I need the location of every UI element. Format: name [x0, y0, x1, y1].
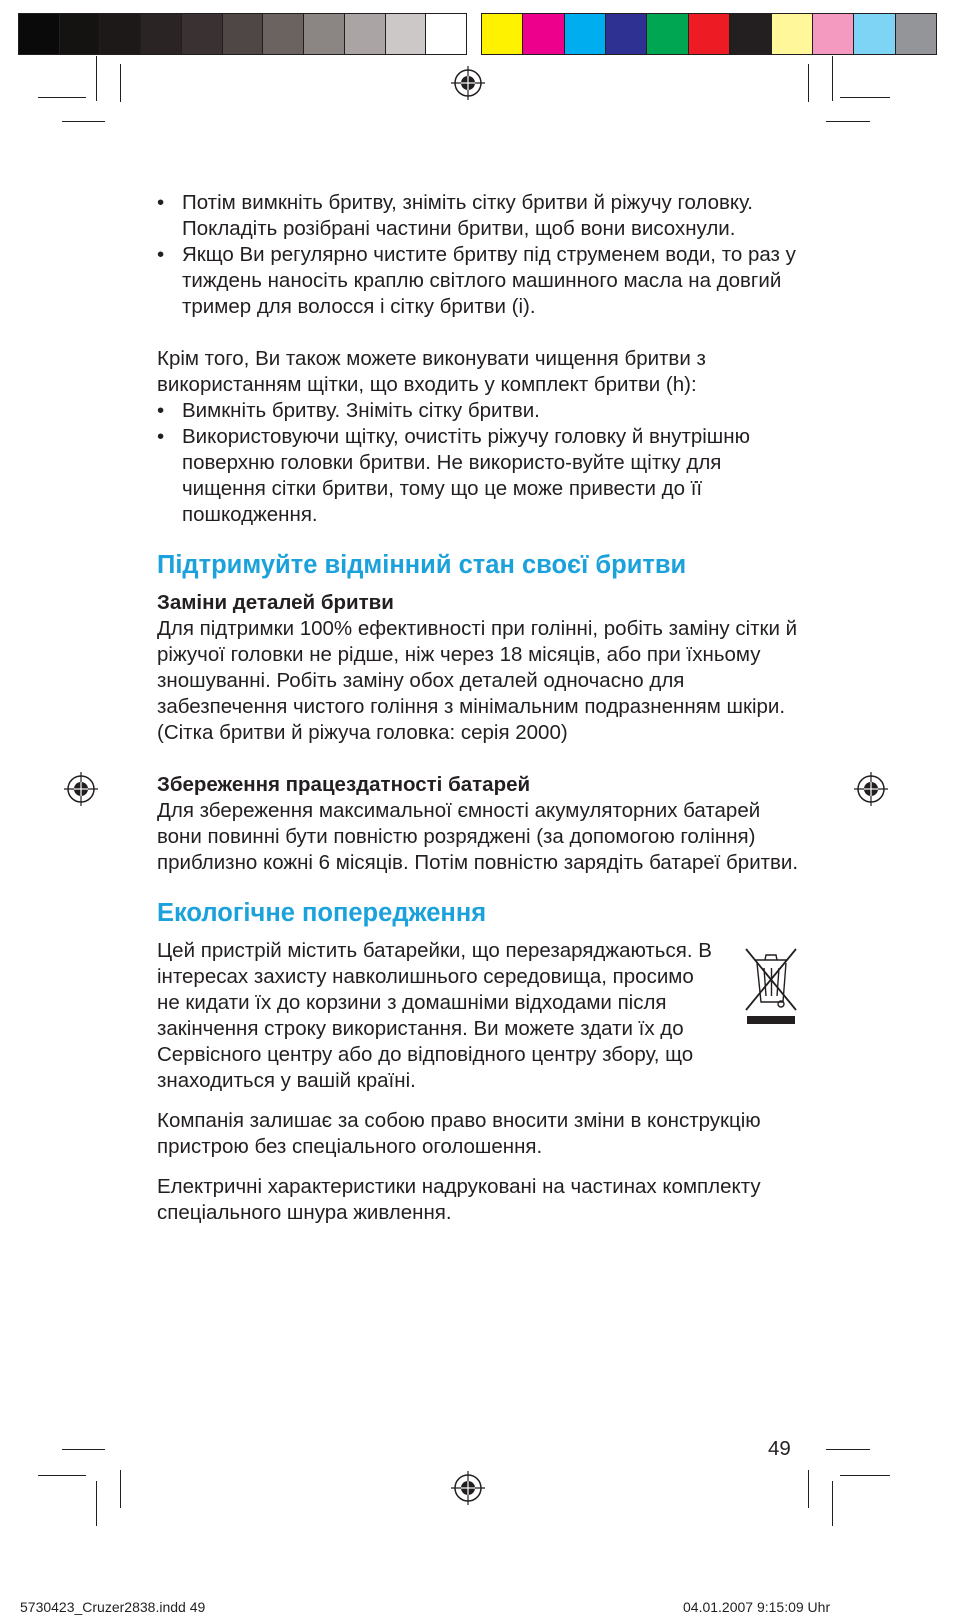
registration-mark-icon	[450, 65, 486, 101]
crop-mark	[96, 1481, 97, 1526]
page-number: 49	[768, 1437, 791, 1460]
color-swatch	[60, 14, 101, 54]
crop-mark	[38, 97, 86, 98]
list-item: • Використовуючи щітку, очистіть ріжучу головку й внутрішню поверхню головки бритви. Не використо-вуйте щітку для чищення сітки бритви, тому що це може привести до її пошкодження.	[157, 424, 807, 528]
environment-block	[157, 938, 807, 1094]
crop-mark	[832, 1481, 833, 1526]
crop-mark	[808, 1470, 809, 1508]
crop-mark	[826, 121, 870, 122]
registration-mark-icon	[853, 771, 889, 807]
battery-paragraph: Для збереження максимальної ємності акумуляторних батарей вони повинні бути повністю розряджені (за допомогою гоління) приблизно кожні 6 місяців. Потім повністю зарядіть батареї бритви.	[157, 799, 799, 874]
color-swatch	[896, 14, 936, 54]
color-swatch	[345, 14, 386, 54]
footer-file-label: 5730423_Cruzer2838.indd 49	[20, 1599, 206, 1615]
color-swatch	[606, 14, 647, 54]
crop-mark	[826, 1449, 870, 1450]
brush-steps-list	[157, 398, 807, 528]
section-heading-maintenance: Підтримуйте відмінний стан своєї бритви	[157, 551, 687, 579]
color-swatch	[647, 14, 688, 54]
color-swatch	[100, 14, 141, 54]
crop-mark	[96, 56, 97, 101]
list-item: • Вимкніть бритву. Зніміть сітку бритви.	[157, 398, 807, 424]
color-swatch	[689, 14, 730, 54]
color-swatch	[565, 14, 606, 54]
crop-mark	[38, 1475, 86, 1476]
color-swatch	[854, 14, 895, 54]
electrical-specs-paragraph: Електричні характеристики надруковані на частинах комплекту спеціального шнура живлення.	[157, 1175, 761, 1224]
color-swatch	[304, 14, 345, 54]
section-heading-environment: Екологічне попередження	[157, 899, 487, 927]
footer-datetime: 04.01.2007 9:15:09 Uhr	[683, 1599, 831, 1615]
color-swatch	[141, 14, 182, 54]
subheading-battery: Збереження працездатності батарей	[157, 773, 531, 796]
color-swatch	[523, 14, 564, 54]
brush-cleaning-paragraph: Крім того, Ви також можете виконувати чищення бритви з використанням щітки, що входить у комплект бритви (h):	[157, 347, 706, 396]
color-control-bar	[481, 13, 937, 55]
grayscale-color-bar	[18, 13, 467, 55]
crop-mark	[840, 97, 890, 98]
color-swatch	[223, 14, 264, 54]
subheading-parts-replacement: Заміни деталей бритви	[157, 591, 394, 614]
color-swatch	[426, 14, 466, 54]
color-swatch	[772, 14, 813, 54]
parts-series-paragraph: (Сітка бритви й ріжуча головка: серія 2000)	[157, 721, 568, 744]
color-swatch	[182, 14, 223, 54]
cleaning-steps-list	[157, 190, 807, 320]
list-item: • Потім вимкніть бритву, зніміть сітку бритви й ріжучу головку. Покладіть розібрані частини бритви, щоб вони висохнули.	[157, 190, 807, 242]
crossed-out-wheelie-bin-icon	[743, 944, 799, 1026]
list-item: • Якщо Ви регулярно чистите бритву під струменем води, то раз у тиждень наносіть краплю світлого машинного масла на довгий тример для волосся і сітку бритви (i).	[157, 242, 807, 320]
registration-mark-icon	[450, 1470, 486, 1506]
environment-paragraph: Цей пристрій містить батарейки, що перезаряджаються. В інтересах захисту навколишнього середовища, просимо не кидати їх до корзини з домашніми відходами після закінчення строку використання. Ви можете здати їх до Сервісного центру або до відповідного центру збору, що знаходиться у вашій країні.	[157, 939, 712, 1092]
registration-mark-icon	[63, 771, 99, 807]
color-swatch	[263, 14, 304, 54]
page-content	[157, 190, 807, 1226]
parts-replacement-paragraph: Для підтримки 100% ефективності при голінні, робіть заміну сітки й ріжучої головки не рідше, ніж через 18 місяців, або при їхньому зношуванні. Робіть заміну обох деталей одночасно для забезпечення чистого гоління з мінімальним подразненням шкіри.	[157, 617, 798, 718]
color-swatch	[19, 14, 60, 54]
crop-mark	[62, 1449, 105, 1450]
color-swatch	[813, 14, 854, 54]
company-rights-paragraph: Компанія залишає за собою право вносити зміни в конструкцію пристрою без спеціального оголошення.	[157, 1109, 761, 1158]
crop-mark	[832, 56, 833, 101]
color-swatch	[386, 14, 427, 54]
crop-mark	[62, 121, 105, 122]
color-swatch	[730, 14, 771, 54]
color-swatch	[482, 14, 523, 54]
crop-mark	[120, 64, 121, 102]
crop-mark	[808, 64, 809, 102]
crop-mark	[840, 1475, 890, 1476]
crop-mark	[120, 1470, 121, 1508]
